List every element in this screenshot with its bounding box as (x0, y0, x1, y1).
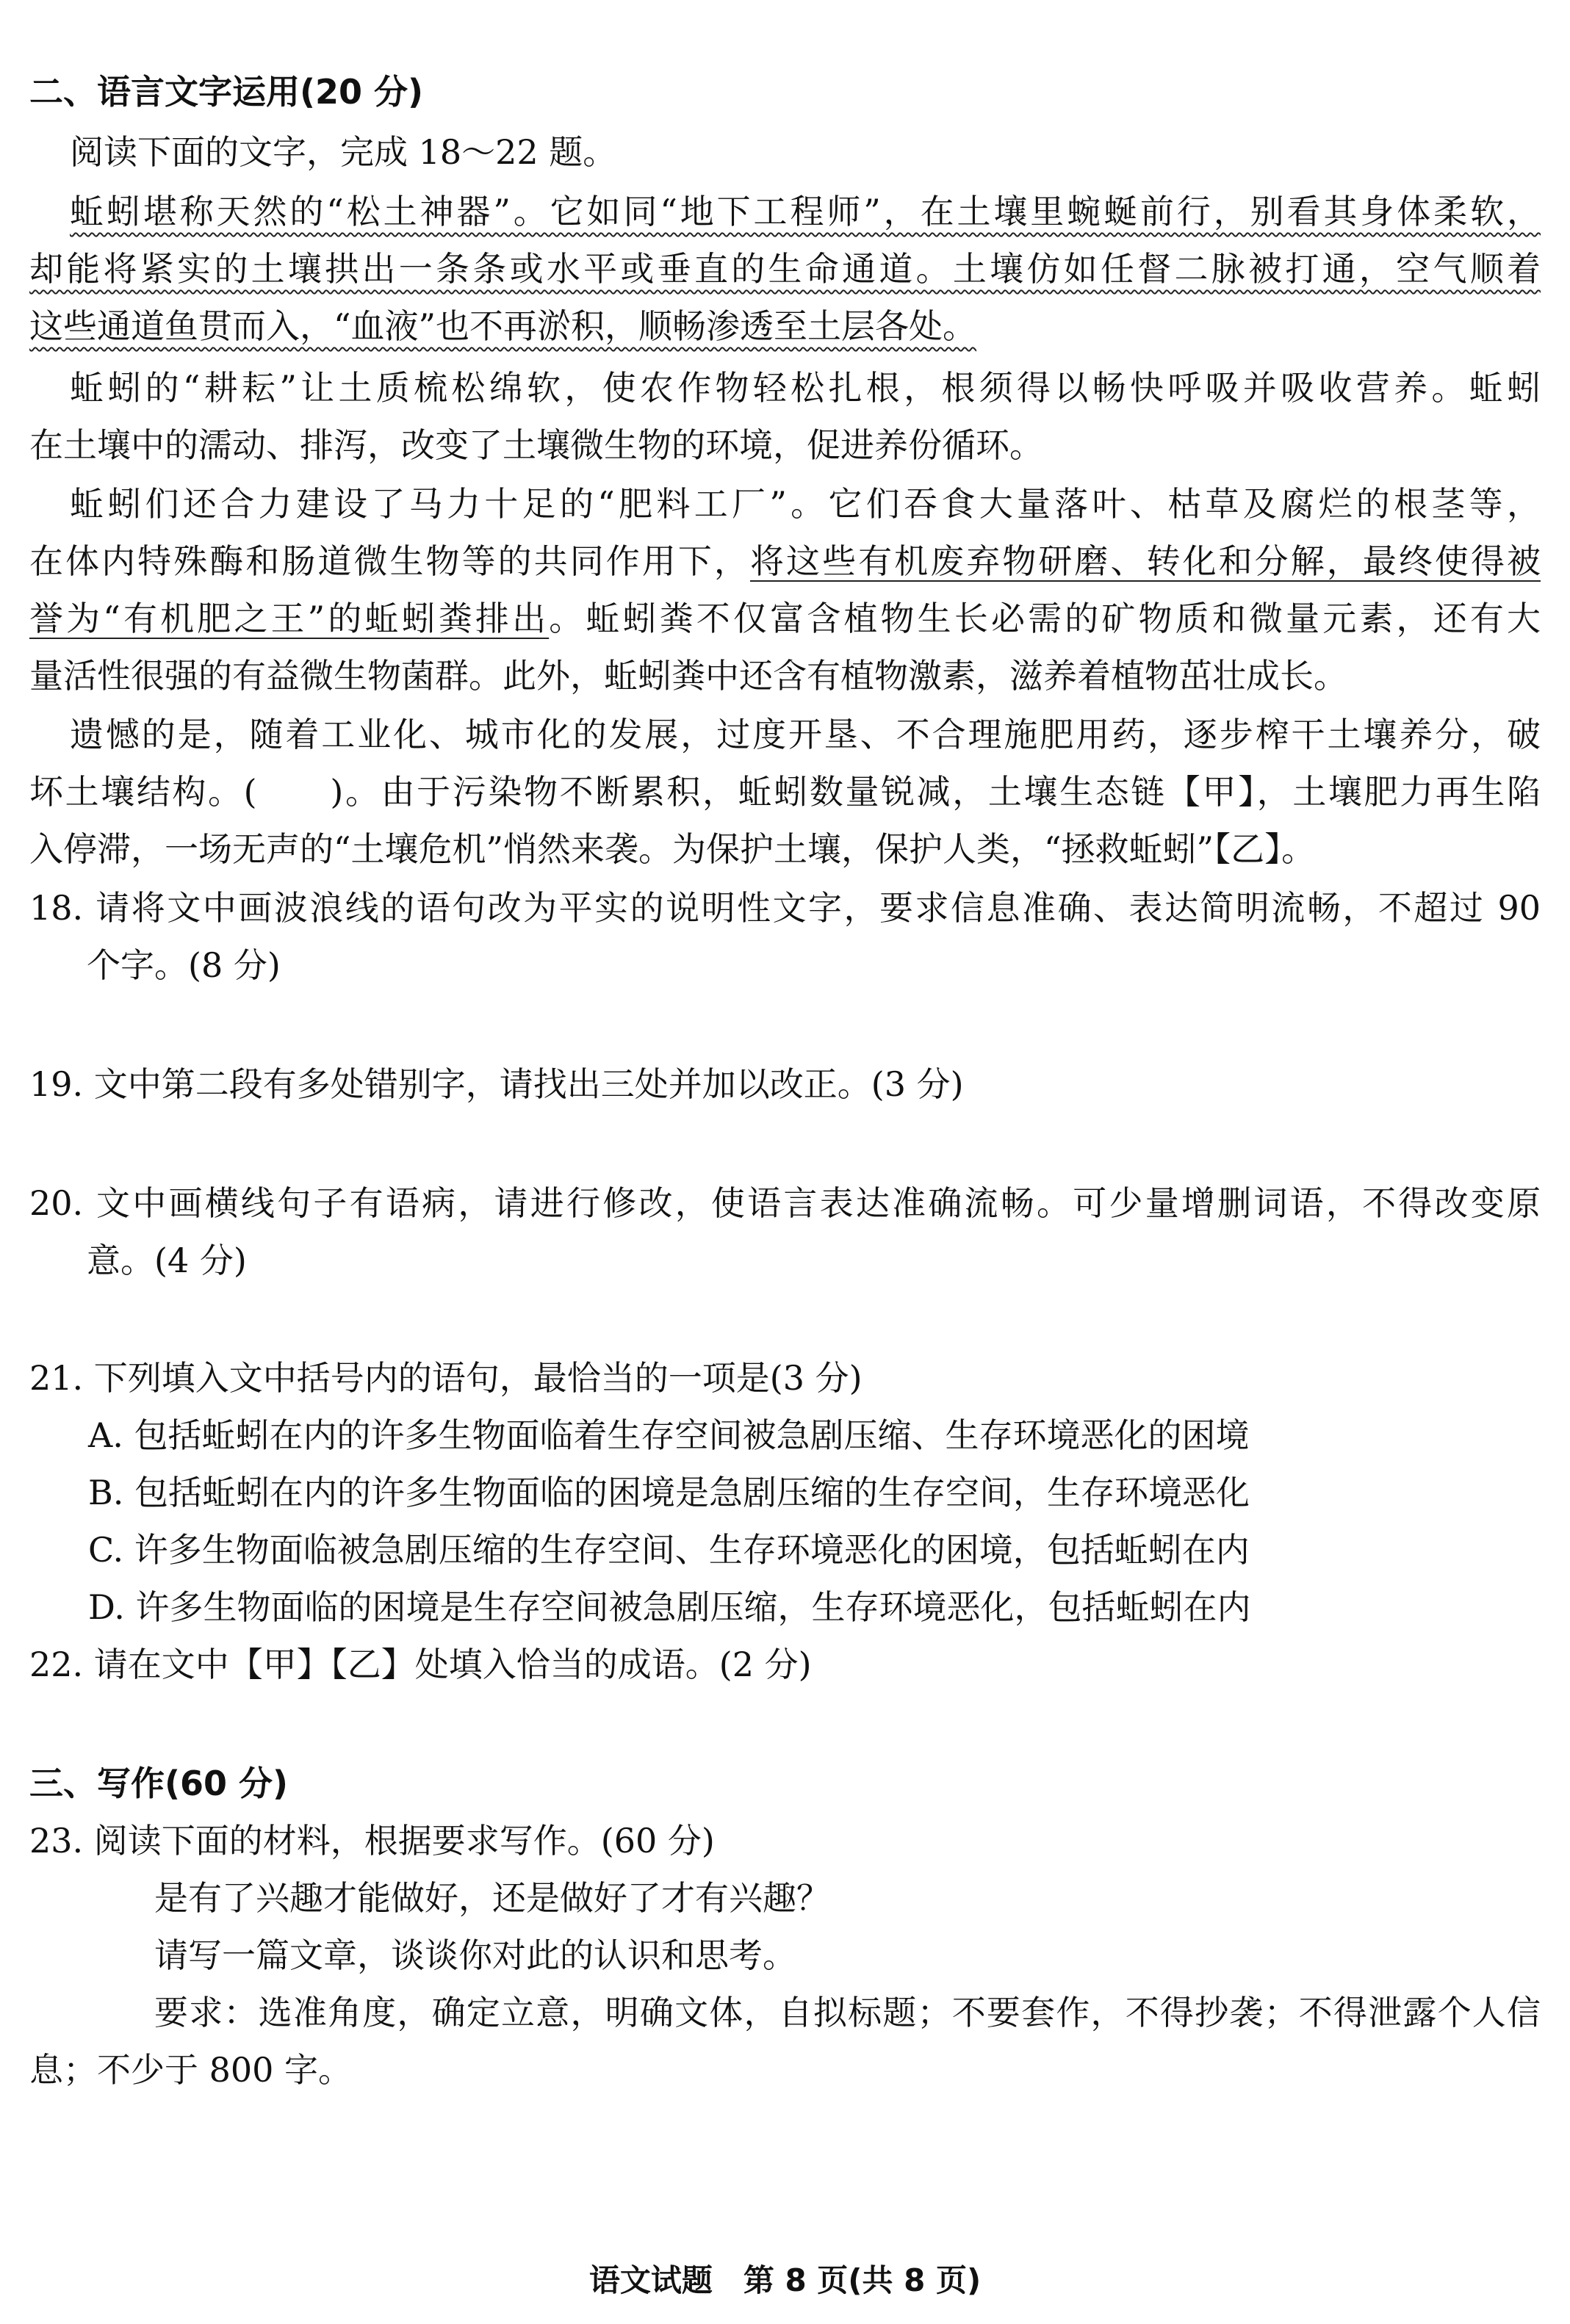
q21-option-d: D. 许多生物面临的困境是生存空间被急剧压缩，生存环境恶化，包括蚯蚓在内 (88, 1587, 1251, 1627)
wavy-underlined-text: 蚯蚓堪称天然的“松土神器”。它如同“地下工程师”，在土壤里蜿蜒前行，别看其身体柔软， (70, 192, 1541, 231)
passage-p4-line2: 坏土壤结构。( )。由于污染物不断累积，蚯蚓数量锐减，土壤生态链【甲】，土壤肥力再生陷 (29, 772, 1541, 812)
writing-material: 是有了兴趣才能做好，还是做好了才有兴趣？ (154, 1878, 830, 1918)
section2-heading: 二、语言文字运用(20 分) (29, 72, 424, 112)
passage-p4-line3: 入停滞，一场无声的“土壤危机”悄然来袭。为保护土壤，保护人类，“拯救蚯蚓”【乙】。 (29, 829, 1316, 869)
passage-p2-line2: 在土壤中的濡动、排泻，改变了土壤微生物的环境，促进养份循环。 (29, 425, 1043, 465)
section3-heading: 三、写作(60 分) (29, 1764, 289, 1803)
question-18-line2: 个字。(8 分) (87, 945, 281, 985)
writing-requirements-line1: 要求：选准角度，确定立意，明确文体，自拟标题；不要套作，不得抄袭；不得泄露个人信 (154, 1993, 1541, 2032)
plain-text: 。蚯蚓粪不仅富含植物生长必需的矿物质和微量元素，还有大 (549, 599, 1541, 638)
passage-p2-line1: 蚯蚓的“耕耘”让土质梳松绵软，使农作物轻松扎根，根须得以畅快呼吸并吸收营养。蚯蚓 (70, 368, 1541, 408)
question-18-line1: 18. 请将文中画波浪线的语句改为平实的说明性文字，要求信息准确、表达简明流畅，不超过 90 (29, 888, 1541, 928)
passage-p3-line3 (29, 596, 1541, 640)
page-footer: 语文试题 第 8 页(共 8 页) (588, 2262, 982, 2298)
question-21: 21. 下列填入文中括号内的语句，最恰当的一项是(3 分) (29, 1358, 863, 1398)
passage-p1-line1 (70, 190, 1541, 234)
underlined-sentence-part2: 誉为“有机肥之王”的蚯蚓粪排出 (29, 599, 550, 638)
q21-option-c: C. 许多生物面临被急剧压缩的生存空间、生存环境恶化的困境，包括蚯蚓在内 (88, 1530, 1250, 1570)
passage-p1-line2 (29, 247, 1541, 291)
wavy-underlined-text: 却能将紧实的土壤拱出一条条或水平或垂直的生命通道。土壤仿如任督二脉被打通，空气顺着 (29, 249, 1541, 289)
passage-p4-line1: 遗憾的是，随着工业化、城市化的发展，过度开垦、不合理施肥用药，逐步榨干土壤养分，破 (70, 715, 1541, 754)
writing-task: 请写一篇文章，谈谈你对此的认识和思考。 (154, 1935, 796, 1975)
plain-text: 在体内特殊酶和肠道微生物等的共同作用下， (29, 541, 750, 581)
passage-p1-line3 (29, 304, 1541, 348)
question-23: 23. 阅读下面的材料，根据要求写作。(60 分) (29, 1821, 715, 1861)
passage-p3-line4: 量活性很强的有益微生物菌群。此外，蚯蚓粪中还含有植物激素，滋养着植物茁壮成长。 (29, 656, 1347, 696)
underlined-sentence-part1: 将这些有机废弃物研磨、转化和分解，最终使得被 (749, 541, 1541, 581)
question-22: 22. 请在文中【甲】【乙】处填入恰当的成语。(2 分) (29, 1645, 812, 1684)
question-19: 19. 文中第二段有多处错别字，请找出三处并加以改正。(3 分) (29, 1064, 964, 1104)
section2-intro: 阅读下面的文字，完成 18～22 题。 (70, 132, 617, 172)
wavy-underlined-text: 这些通道鱼贯而入，“血液”也不再淤积，顺畅渗透至土层各处。 (29, 306, 977, 346)
question-20-line1: 20. 文中画横线句子有语病，请进行修改，使语言表达准确流畅。可少量增删词语，不得改变原 (29, 1183, 1541, 1223)
q21-option-a: A. 包括蚯蚓在内的许多生物面临着生存空间被急剧压缩、生存环境恶化的困境 (88, 1415, 1250, 1455)
writing-requirements-line2: 息；不少于 800 字。 (29, 2050, 353, 2090)
passage-p3-line1: 蚯蚓们还合力建设了马力十足的“肥料工厂”。它们吞食大量落叶、枯草及腐烂的根茎等， (70, 484, 1541, 524)
passage-p3-line2 (29, 539, 1541, 583)
q21-option-b: B. 包括蚯蚓在内的许多生物面临的困境是急剧压缩的生存空间，生存环境恶化 (88, 1473, 1250, 1512)
question-20-line2: 意。(4 分) (87, 1241, 247, 1280)
